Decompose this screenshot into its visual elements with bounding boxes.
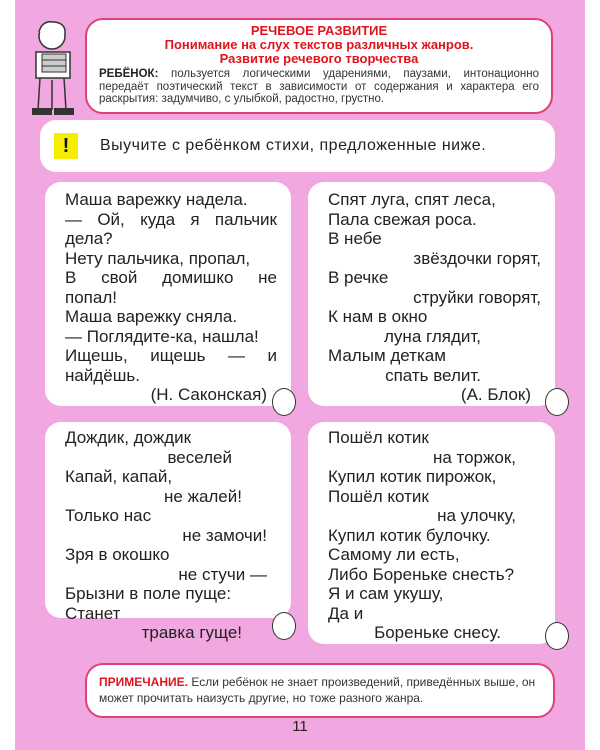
poem-card-4: [308, 422, 555, 644]
poem-line: К нам в окно: [328, 307, 428, 326]
poem-line: Купил котик булочку.: [328, 525, 491, 545]
poem-line: В свой домишко не: [65, 268, 277, 287]
poem-line: Маша варежку надела.: [65, 190, 248, 209]
note-box: [85, 663, 555, 718]
poem-line: не стучи —: [178, 564, 267, 584]
balloon-icon: [545, 622, 569, 650]
poem-line: Дождик, дождик: [65, 428, 192, 447]
instruction-text: Выучите с ребёнком стихи, предложенные ниже.: [100, 137, 487, 154]
exclamation-icon: !: [54, 133, 78, 159]
balloon-icon: [272, 388, 296, 416]
poem-line: Ищешь, ищешь — и: [65, 346, 277, 365]
poem-line: Нету пальчика, пропал,: [65, 248, 251, 268]
poem-line: спать велит.: [385, 365, 481, 385]
poem-card-2: [308, 182, 555, 406]
poem-line: Капай, капай,: [65, 467, 173, 486]
balloon-icon: [545, 388, 569, 416]
poem-line: Станет: [65, 603, 121, 623]
poem-line: не жалей!: [164, 486, 242, 506]
section-header: [85, 18, 553, 114]
description-text: пользуется логическими ударениями, паузами, интонационно передаёт поэтический текст в зависимости от содержания и характера его раскрытия: задумчиво, с улыбкой, радостно, грустно.: [99, 68, 540, 105]
poem-line: Купил котик пирожок,: [328, 467, 497, 486]
section-description: [99, 68, 539, 106]
poem-line: Малым деткам: [328, 346, 446, 365]
poem-line: Брызни в поле пуще:: [65, 584, 232, 603]
poem-line: Бореньке снесу.: [374, 623, 501, 642]
poem-card-1: [45, 182, 291, 406]
poem-line: травка гуще!: [141, 623, 242, 642]
poem-line: Либо Бореньке снесть?: [328, 564, 515, 584]
poem-card-3: [45, 422, 291, 642]
poem-line: дела?: [65, 229, 113, 248]
poem-line: Зря в окошко: [65, 545, 170, 564]
note-label: ПРИМЕЧАНИЕ.: [99, 675, 188, 689]
note-text: Если ребёнок не знает произведений, приведённых выше, он может прочитать наизусть другие, но тоже разного жанра.: [99, 675, 536, 705]
poem-line: В речке: [328, 268, 389, 287]
poem-line: Только нас: [65, 506, 152, 525]
poem-line: Да и: [328, 603, 364, 623]
page-number: 11: [292, 718, 308, 735]
poem-line: Пала свежая роса.: [328, 209, 477, 229]
poem-line: Пошёл котик: [328, 428, 429, 447]
boy-with-books-illustration: [22, 18, 88, 118]
poem-line: Самому ли есть,: [328, 545, 460, 564]
poem-line: В небе: [328, 229, 382, 248]
instruction-box: [40, 120, 555, 172]
poem-line: струйки говорят,: [413, 287, 541, 307]
poem-line: на торжок,: [432, 447, 516, 467]
poem-line: на улочку,: [437, 506, 516, 525]
poem-author: (Н. Саконская): [150, 385, 267, 404]
poem-line: Спят луга, спят леса,: [328, 190, 496, 209]
section-subtitle-2: Развитие речевого творчества: [219, 51, 419, 66]
poem-line: луна глядит,: [384, 326, 481, 346]
poem-line: — Поглядите-ка, нашла!: [65, 326, 259, 346]
section-subtitle-1: Понимание на слух текстов различных жанров.: [164, 37, 474, 52]
poem-line: Я и сам укушу,: [328, 584, 444, 603]
poem-line: — Ой, куда я пальчик: [65, 209, 277, 229]
description-label: РЕБЁНОК:: [99, 68, 159, 80]
poem-line: Маша варежку сняла.: [65, 307, 238, 326]
poem-line: веселей: [167, 447, 232, 467]
poem-line: найдёшь.: [65, 365, 140, 385]
poem-line: звёздочки горят,: [413, 248, 541, 268]
poem-line: Пошёл котик: [328, 486, 429, 506]
section-title: РЕЧЕВОЕ РАЗВИТИЕ: [250, 23, 388, 38]
poem-line: попал!: [65, 287, 117, 307]
poem-line: не замочи!: [182, 525, 267, 545]
balloon-icon: [272, 612, 296, 640]
poem-author: (А. Блок): [460, 385, 531, 404]
